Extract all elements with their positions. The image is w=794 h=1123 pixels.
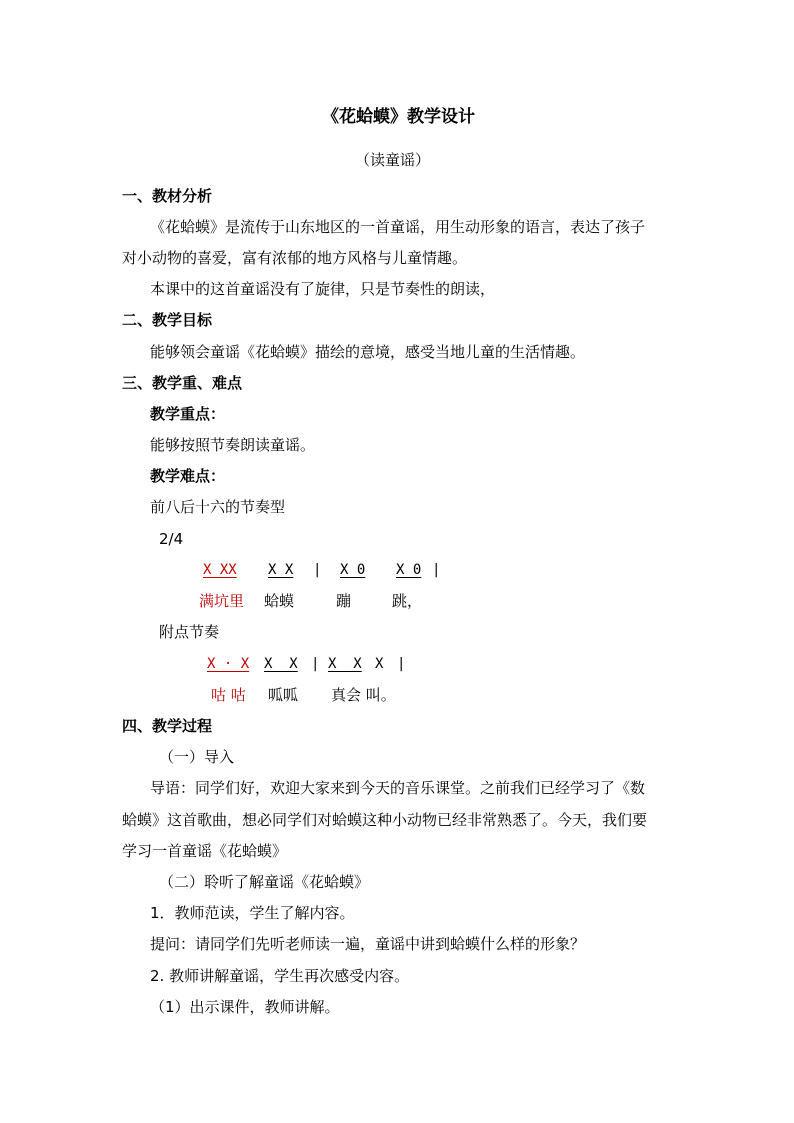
time-signature: 2/4 (159, 530, 184, 548)
rhythm-note: X · X (207, 656, 250, 672)
lyric-word: 跳， (392, 592, 423, 610)
rhythm-note: X XX (203, 562, 237, 578)
paragraph-line: 蛤蟆》这首歌曲，想必同学们对蛤蟆这种小动物已经非常熟悉了。今天，我们要 (122, 811, 648, 829)
section-heading-4: 四、教学过程 (122, 717, 213, 735)
paragraph-line: 学习一首童谣《花蛤蟆》 (122, 842, 288, 860)
paragraph-line: 《花蛤蟆》是流传于山东地区的一首童谣，用生动形象的语言，表达了孩子 (150, 218, 646, 236)
list-item: 2. 教师讲解童谣，学生再次感受内容。 (150, 967, 410, 985)
lyric-word: 咕 咕 (211, 686, 246, 704)
lyric-word: 蛤蟆 (264, 592, 295, 610)
rhythm-note: X (375, 656, 384, 672)
lyric-word: 真会 叫。 (331, 686, 396, 704)
paragraph: 能够领会童谣《花蛤蟆》描绘的意境，感受当地儿童的生活情趣。 (150, 343, 586, 361)
list-item: （1）出示课件，教师讲解。 (150, 998, 340, 1016)
page-title: 《花蛤蟆》教学设计 (322, 107, 475, 127)
key-point-label: 教学重点： (150, 405, 226, 423)
subheading: （一）导入 (159, 748, 235, 766)
difficulty-label: 教学难点： (150, 467, 226, 485)
paragraph-line: 导语：同学们好，欢迎大家来到今天的音乐课堂。之前我们已经学习了《数 (150, 779, 646, 797)
rhythm-note: X X (264, 656, 298, 672)
rhythm-note: X 0 (396, 562, 422, 578)
rhythm-note: X X (268, 562, 294, 578)
paragraph-line: 对小动物的喜爱，富有浓郁的地方风格与儿童情趣。 (122, 249, 468, 267)
lyric-word: 蹦 (336, 592, 352, 610)
subheading: （二）聆听了解童谣《花蛤蟆》 (159, 873, 370, 891)
bar-line: | (311, 656, 320, 672)
bar-line: | (397, 656, 406, 672)
bar-line: | (313, 562, 322, 578)
list-item: 1．教师范读，学生了解内容。 (150, 904, 355, 922)
key-point-text: 能够按照节奏朗读童谣。 (150, 436, 316, 454)
section-heading-1: 一、教材分析 (122, 187, 213, 205)
lyric-word: 呱呱 (268, 686, 299, 704)
dotted-rhythm-label: 附点节奏 (159, 623, 220, 641)
bar-line: | (432, 562, 441, 578)
rhythm-note: X X (328, 656, 362, 672)
rhythm-note: X 0 (340, 562, 366, 578)
question: 提问：请同学们先听老师读一遍，童谣中讲到蛤蟆什么样的形象？ (150, 935, 586, 953)
paragraph: 本课中的这首童谣没有了旋律，只是节奏性的朗读， (150, 280, 496, 298)
page-subtitle: （读童谣） (355, 151, 431, 169)
lyric-word: 满坑里 (199, 592, 245, 610)
difficulty-text: 前八后十六的节奏型 (150, 498, 286, 516)
section-heading-3: 三、教学重、难点 (122, 374, 243, 392)
section-heading-2: 二、教学目标 (122, 311, 213, 329)
